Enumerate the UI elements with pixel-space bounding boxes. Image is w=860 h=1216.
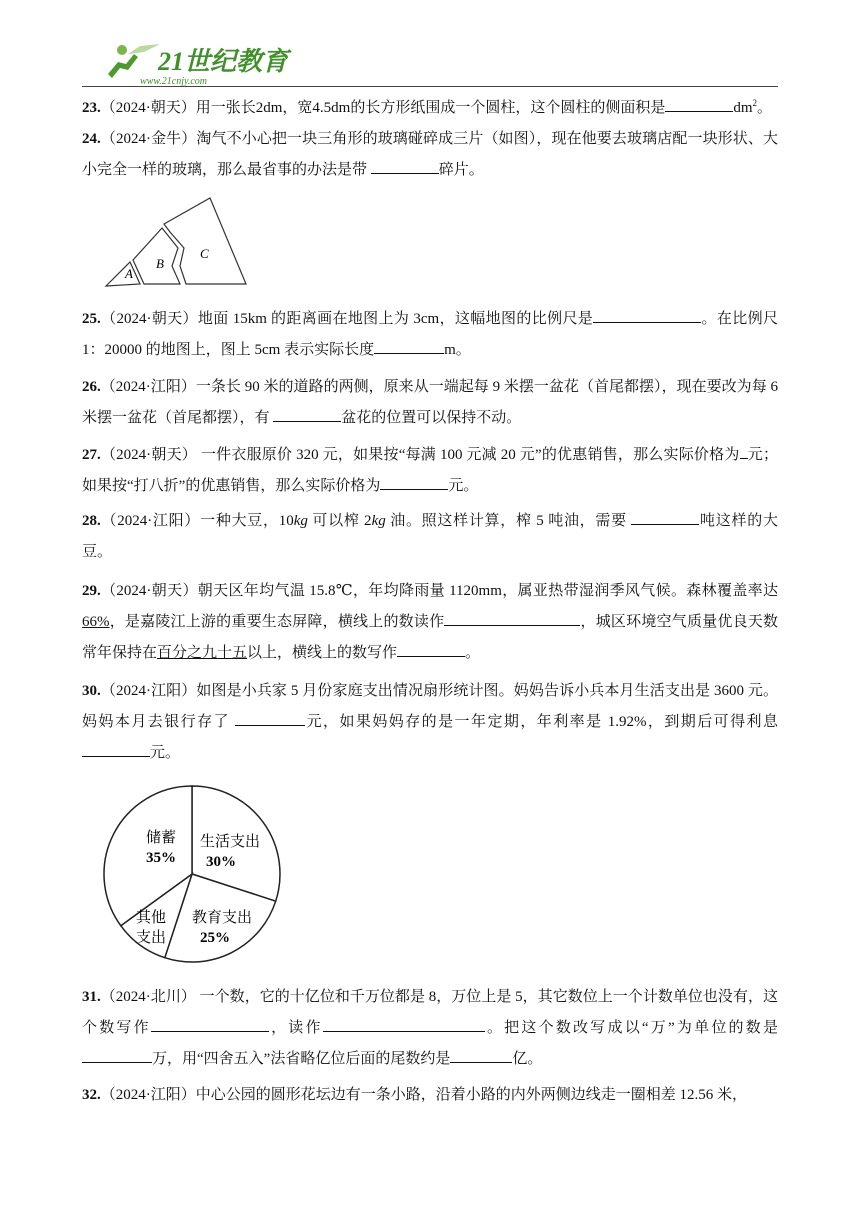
question-text-3: 油。照这样计算，榨 5 吨油，需要 — [385, 513, 632, 529]
question-number: 26. — [82, 379, 101, 395]
slice-label-education: 教育支出 — [192, 910, 253, 926]
broken-glass-figure — [100, 196, 250, 290]
label-c: C — [200, 246, 209, 261]
question-text-end: 碎片。 — [438, 162, 484, 178]
glass-piece-c — [164, 198, 246, 284]
unit-superscript: 2 — [752, 98, 758, 108]
question-text-end: m。 — [444, 342, 471, 358]
unit-kg: kg — [371, 513, 386, 529]
question-text: （2024·朝天）用一张长2dm，宽4.5dm的长方形纸围成一个圆柱，这个圆柱的侧面积是 — [100, 100, 666, 116]
question-26 — [82, 372, 778, 434]
underlined-number: 66% — [82, 614, 110, 630]
question-text-4: 以上，横线上的数写作 — [247, 645, 398, 661]
answer-blank[interactable] — [450, 1048, 512, 1063]
slice-pct-education: 25% — [200, 930, 230, 946]
label-b: B — [156, 256, 164, 271]
label-a: A — [125, 266, 133, 281]
question-text-mid: 元，如果妈妈存的是一年定期，年利率是 1.92%，到期后可得利息 — [305, 714, 778, 730]
question-number: 31. — [82, 989, 101, 1005]
slice-label-living: 生活支出 — [200, 834, 261, 850]
answer-blank[interactable] — [82, 1048, 152, 1063]
question-24 — [82, 124, 778, 186]
question-number: 30. — [82, 683, 101, 699]
question-text-3: 。把这个数改写成以“万”为单位的数是 — [484, 1020, 778, 1036]
question-text-4: 万，用“四舍五入”法省略亿位后面的尾数约是 — [152, 1051, 451, 1067]
answer-blank[interactable] — [631, 510, 699, 525]
question-number: 27. — [82, 447, 101, 463]
question-number: 23. — [82, 100, 101, 116]
answer-blank[interactable] — [371, 159, 439, 174]
slice-pct-savings: 35% — [146, 850, 176, 866]
question-number: 29. — [82, 583, 101, 599]
question-text-end: 元。 — [448, 478, 479, 494]
site-logo — [100, 40, 300, 86]
question-end: 。 — [757, 100, 773, 116]
slice-label-other-2: 支出 — [136, 930, 167, 946]
answer-blank[interactable] — [273, 407, 341, 422]
question-text: （2024·金牛）淘气不小心把一块三角形的玻璃碰碎成三片（如图），现在他要去玻璃店配一块形状、大小完全一样的玻璃，那么最省事的办法是带 — [82, 131, 778, 178]
question-number: 28. — [82, 513, 101, 529]
question-text: （2024·江阳）如图是小兵家 5 月份家庭支出情况扇形统计图。妈妈告诉小兵本月生活支出是 3600 元。妈妈本月去银行存了 — [82, 683, 778, 730]
unit-text: dm — [733, 100, 753, 116]
question-31 — [82, 982, 778, 1075]
question-29 — [82, 576, 778, 669]
question-text-end: 亿。 — [512, 1051, 543, 1067]
answer-blank[interactable] — [82, 742, 150, 757]
question-text: （2024·江阳）一种大豆，10 — [100, 513, 294, 529]
question-number: 24. — [82, 131, 101, 147]
answer-blank[interactable] — [665, 97, 733, 112]
question-text-3: ，城区环境空气质量优良天数常年保持在 — [82, 614, 778, 661]
question-27 — [82, 440, 778, 502]
question-text-end: 元。 — [150, 745, 181, 761]
unit-kg: kg — [293, 513, 308, 529]
question-text-mid: 元；如果按“打八折”的优惠销售，那么实际价格为 — [82, 447, 778, 494]
answer-blank[interactable] — [151, 1017, 269, 1032]
logo-url: www.21cnjy.com — [140, 76, 208, 86]
answer-blank[interactable] — [740, 444, 748, 459]
question-text: （2024·北川） 一个数，它的十亿位和千万位都是 8，万位上是 5，其它数位上一个计数单位也没有，这个数写作 — [82, 989, 778, 1036]
question-number: 25. — [82, 311, 101, 327]
question-32 — [82, 1080, 778, 1111]
question-text-2: ，读作 — [268, 1020, 323, 1036]
question-text-end: 盆花的位置可以保持不动。 — [341, 410, 522, 426]
answer-blank[interactable] — [444, 611, 580, 626]
question-text-end: 吨这样的大豆。 — [82, 513, 778, 560]
question-text: （2024·朝天）朝天区年均气温 15.8℃，年均降雨量 1120mm，属亚热带湿润季风气候。森林覆盖率达 — [100, 583, 778, 599]
underlined-words: 百分之九十五 — [157, 645, 248, 661]
slice-label-savings: 储蓄 — [146, 830, 177, 846]
answer-blank[interactable] — [380, 475, 448, 490]
slice-label-other-1: 其他 — [136, 910, 167, 926]
logo-text: 21世纪教育 — [158, 47, 289, 76]
glass-piece-a — [106, 262, 140, 286]
expense-pie-chart — [100, 782, 284, 966]
answer-blank[interactable] — [593, 308, 701, 323]
question-text-mid: 。在比例尺 1：20000 的地图上，图上 5cm 表示实际长度 — [82, 311, 778, 358]
question-text: （2024·朝天） 一件衣服原价 320 元，如果按“每满 100 元减 20 元”的优惠销售，那么实际价格为 — [100, 447, 740, 463]
runner-icon — [108, 44, 160, 78]
answer-blank[interactable] — [374, 339, 444, 354]
question-number: 32. — [82, 1087, 101, 1103]
question-text-end: 。 — [465, 645, 481, 661]
question-text-2: ，是嘉陵江上游的重要生态屏障，横线上的数读作 — [109, 614, 445, 630]
slice-pct-living: 30% — [206, 854, 236, 870]
answer-blank[interactable] — [397, 642, 465, 657]
answer-blank[interactable] — [235, 711, 305, 726]
question-text: （2024·江阳）中心公园的圆形花坛边有一条小路，沿着小路的内外两侧边线走一圈相差 12.56 米， — [100, 1087, 747, 1103]
page-header — [82, 38, 778, 88]
header-divider — [82, 86, 778, 87]
question-30 — [82, 676, 778, 769]
question-25 — [82, 304, 778, 366]
answer-blank[interactable] — [323, 1017, 485, 1032]
question-28 — [82, 506, 778, 568]
question-23 — [82, 88, 778, 124]
question-text-2: 可以榨 2 — [307, 513, 372, 529]
question-text: （2024·江阳）一条长 90 米的道路的两侧，原来从一端起每 9 米摆一盆花（首尾都摆），现在要改为每 6 米摆一盆花（首尾都摆），有 — [82, 379, 778, 426]
question-text: （2024·朝天）地面 15km 的距离画在地图上为 3cm，这幅地图的比例尺是 — [100, 311, 594, 327]
